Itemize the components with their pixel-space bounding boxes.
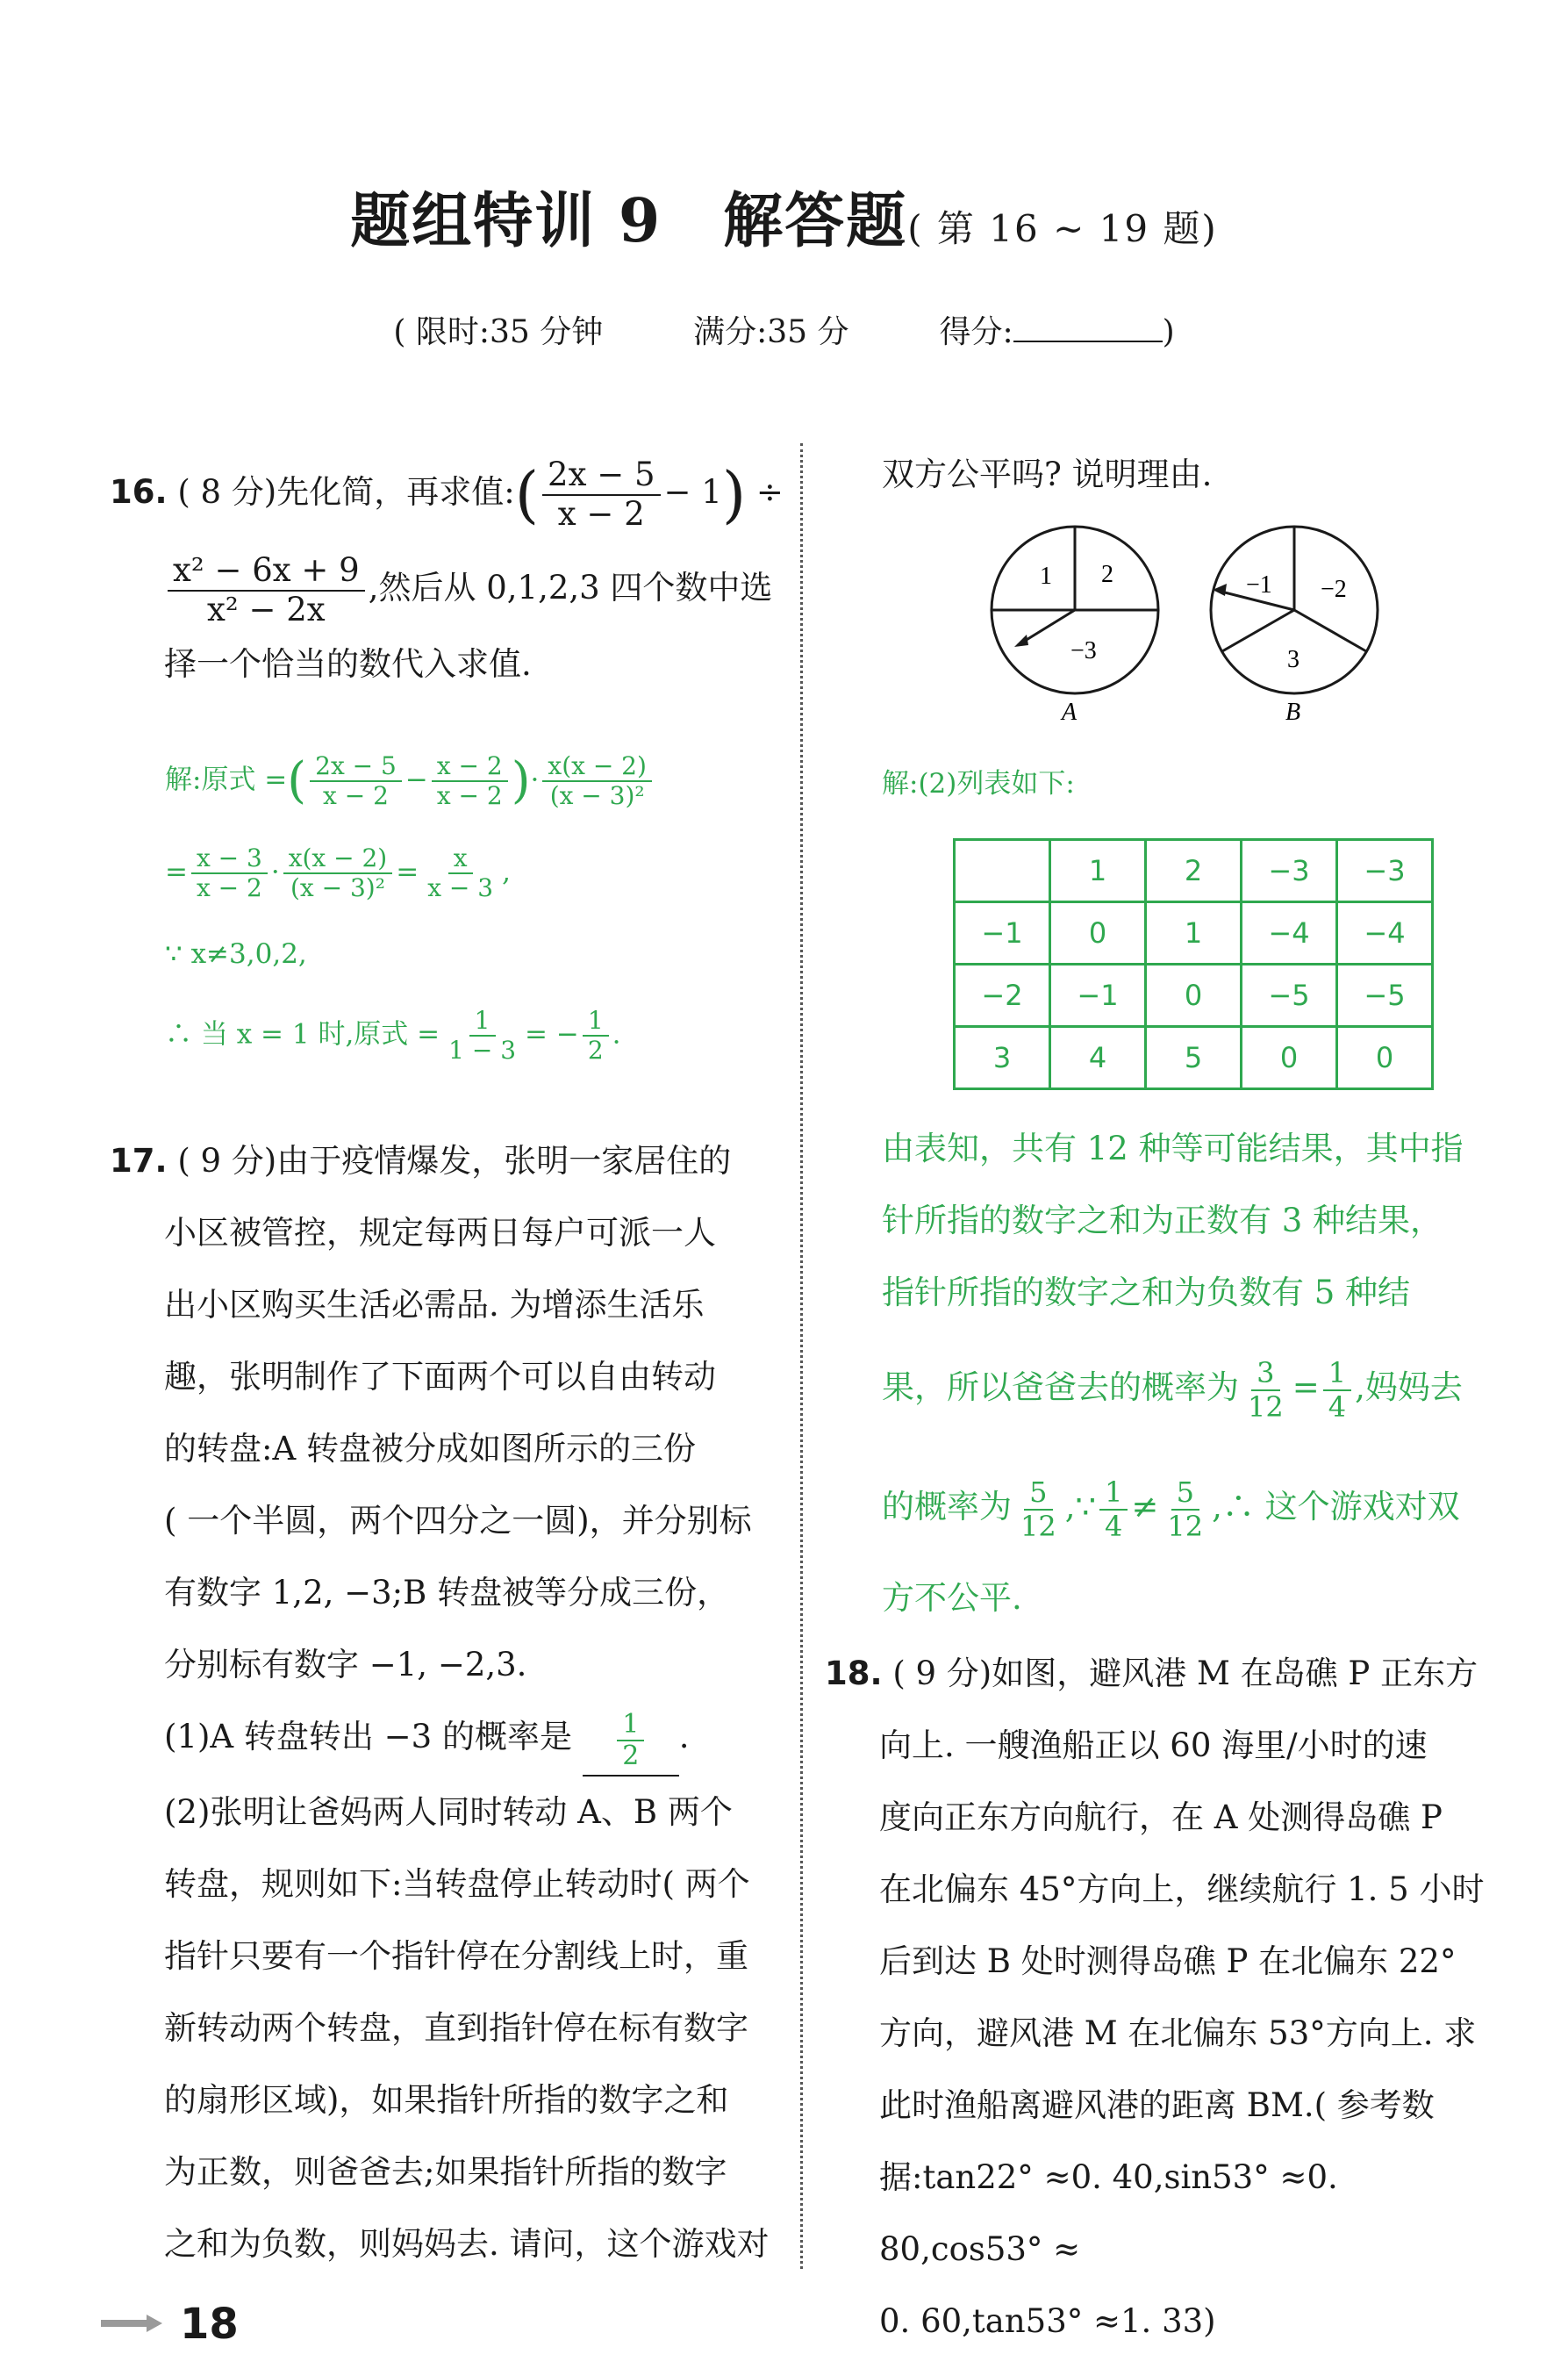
q18-score: ( 9 分)	[892, 1655, 992, 1692]
q16-line2: $\frac{\text{x² − 6x + 9}}{\text{x² − 2x}}$ ,然后从 0,1,2,3 四个数中选	[110, 552, 785, 628]
q18-number: 18.	[825, 1655, 883, 1692]
table-row: −2 −1 0 −5 −5	[955, 965, 1433, 1027]
time-limit: ( 限时:35 分钟	[393, 314, 604, 350]
q17-solution-label: 解:(2)列表如下:	[882, 768, 1075, 800]
title-sub: ( 第 16 ~ 19 题)	[907, 207, 1218, 250]
q18-line0: 18. ( 9 分)如图，避风港 M 在岛礁 P 正东方	[825, 1655, 1479, 1692]
spinner-a-n3: −3	[1070, 637, 1097, 664]
title-main: 题组特训 9 解答题	[350, 186, 908, 256]
page-title	[0, 174, 1568, 259]
q16-sol-line4: ∴ 当 x = 1 时,原式 = $\frac{1}{1 - 3}$ = − $\frac{1}{2}$ .	[165, 1005, 621, 1066]
q17-line5: ( 一个半圆，两个四分之一圆)，并分别标	[164, 1502, 752, 1540]
page-number: 18	[180, 2300, 239, 2349]
spinner-b	[1202, 522, 1395, 733]
exam-meta	[0, 307, 1568, 352]
q17-number: 17.	[110, 1142, 168, 1180]
q17-part1: (1)A 转盘转出 −3 的概率是 $\frac{1}{2}$ .	[110, 1701, 785, 1777]
spinner-a-label: A	[1062, 699, 1078, 726]
q16-line1: 16. ( 8 分)先化简，再求值:( $\frac{2x - 5}{x - 2}$ − 1) ÷	[110, 456, 784, 533]
q17-line6: 有数字 1,2, −3;B 转盘被等分成三份，	[164, 1574, 730, 1612]
score-blank[interactable]	[1013, 341, 1163, 342]
score-close: )	[1162, 314, 1175, 350]
q17-sol-line2: 针所指的数字之和为正数有 3 种结果，	[882, 1202, 1443, 1239]
q17-line3: 趣，张明制作了下面两个可以自由转动	[164, 1358, 716, 1396]
q18-line1: 向上. 一艘渔船正以 60 海里/小时的速	[879, 1726, 1428, 1764]
spinner-b-label: B	[1285, 699, 1301, 726]
spinner-b-n2: −2	[1321, 576, 1347, 603]
score-label: 得分:	[939, 314, 1013, 350]
q17-solution	[882, 1113, 1514, 1634]
q17-part2-line5: 为正数，则爸爸去;如果指针所指的数字	[164, 2152, 727, 2191]
page-arrow-icon	[101, 2315, 162, 2332]
q17-continuation: 双方公平吗? 说明理由.	[882, 456, 1213, 493]
q18-line4: 后到达 B 处时测得岛礁 P 在北偏东 22°	[879, 1942, 1457, 1980]
table-row: 3 4 5 0 0	[955, 1027, 1433, 1089]
q17-result-table	[953, 838, 1434, 1090]
question-17	[110, 1125, 785, 2280]
q18-line6: 此时渔船离避风港的距离 BM.( 参考数	[879, 2086, 1435, 2124]
q16-sol-line3: ∵ x≠3,0,2,	[165, 938, 307, 971]
q18-line2: 度向正东方向航行，在 A 处测得岛礁 P	[879, 1798, 1443, 1836]
q17-sol-line1: 由表知，共有 12 种等可能结果，其中指	[882, 1130, 1464, 1167]
q17-line2: 出小区购买生活必需品. 为增添生活乐	[164, 1286, 705, 1324]
spinner-a	[983, 522, 1176, 733]
q16-line3: 择一个恰当的数代入求值.	[164, 645, 532, 684]
q17-line1: 小区被管控，规定每两日每户可派一人	[164, 1214, 716, 1252]
table-row: −1 0 1 −4 −4	[955, 902, 1433, 965]
spinner-a-n1: 1	[1040, 563, 1052, 590]
q16-text-a: 先化简，再求值:	[276, 473, 515, 512]
q16-score: ( 8 分)	[177, 473, 277, 512]
q17-line4: 的转盘:A 转盘被分成如图所示的三份	[164, 1430, 696, 1468]
table-row: 1 2 −3 −3	[955, 840, 1433, 902]
q17-part2-line1: 转盘，规则如下:当转盘停止转动时( 两个	[164, 1864, 750, 1903]
q18-line3: 在北偏东 45°方向上，继续航行 1. 5 小时	[879, 1870, 1485, 1908]
q16-frac2: $\frac{\text{x² − 6x + 9}}{\text{x² − 2x}}$	[168, 552, 365, 628]
q17-part2-line4: 的扇形区域)，如果指针所指的数字之和	[164, 2080, 729, 2119]
q17-sol-line5: 的概率为 $\frac{5}{12}$ ,∵ $\frac{1}{4}$ ≠ $\frac{5}{12}$ ,∴ 这个游戏对双	[882, 1475, 1460, 1543]
q16-sol-line1: 解:原式 =( $\frac{2x - 5}{x - 2}$ − $\frac{x - 2}{x - 2}$ )· $\frac{x(x - 2)}{\text{(x − 3)²}}$	[165, 744, 788, 818]
q17-sol-line4: 果，所以爸爸去的概率为 $\frac{3}{12}$ = $\frac{1}{4}$ ,妈妈去	[882, 1355, 1463, 1424]
q17-part2-line3: 新转动两个转盘，直到指针停在标有数字	[164, 2008, 748, 2047]
q17-part2-line6: 之和为负数，则妈妈去. 请问，这个游戏对	[164, 2224, 770, 2263]
question-18	[825, 1638, 1509, 2358]
spinner-b-n1: −1	[1246, 571, 1272, 599]
q17-score: ( 9 分)	[177, 1142, 277, 1180]
q18-line7: 据:tan22° ≈0. 40,sin53° ≈0. 80,cos53° ≈	[879, 2158, 1338, 2268]
column-divider	[800, 443, 803, 2269]
q17-part2-line0: (2)张明让爸妈两人同时转动 A、B 两个	[164, 1792, 733, 1831]
question-16	[110, 456, 785, 700]
q16-sol-line2: = $\frac{x - 3}{x - 2}$ · $\frac{x(x - 2)}{\text{(x − 3)²}}$ = $\frac{x}{x - 3}$ ,	[165, 843, 511, 903]
q17-part1-answer[interactable]: $\frac{1}{2}$	[583, 1703, 679, 1777]
q18-line5: 方向，避风港 M 在北偏东 53°方向上. 求	[879, 2014, 1477, 2052]
spinner-b-n3: 3	[1287, 646, 1300, 673]
q16-number: 16.	[110, 473, 168, 512]
q16-frac1: $\frac{2x - 5}{x - 2}$	[542, 456, 660, 533]
q17-line0: 17. ( 9 分)由于疫情爆发，张明一家居住的	[110, 1142, 732, 1180]
q17-line7: 分别标有数字 −1, −2,3.	[164, 1646, 527, 1683]
full-score: 满分:35 分	[693, 314, 849, 350]
q17-sol-line3: 指针所指的数字之和为负数有 5 种结	[882, 1274, 1411, 1311]
q17-part2-line2: 指针只要有一个指针停在分割线上时，重	[164, 1936, 748, 1975]
q17-sol-line6: 方不公平.	[882, 1579, 1022, 1617]
q16-solution	[165, 744, 788, 1065]
q18-line8: 0. 60,tan53° ≈1. 33)	[879, 2302, 1216, 2340]
spinner-a-n2: 2	[1101, 561, 1113, 588]
